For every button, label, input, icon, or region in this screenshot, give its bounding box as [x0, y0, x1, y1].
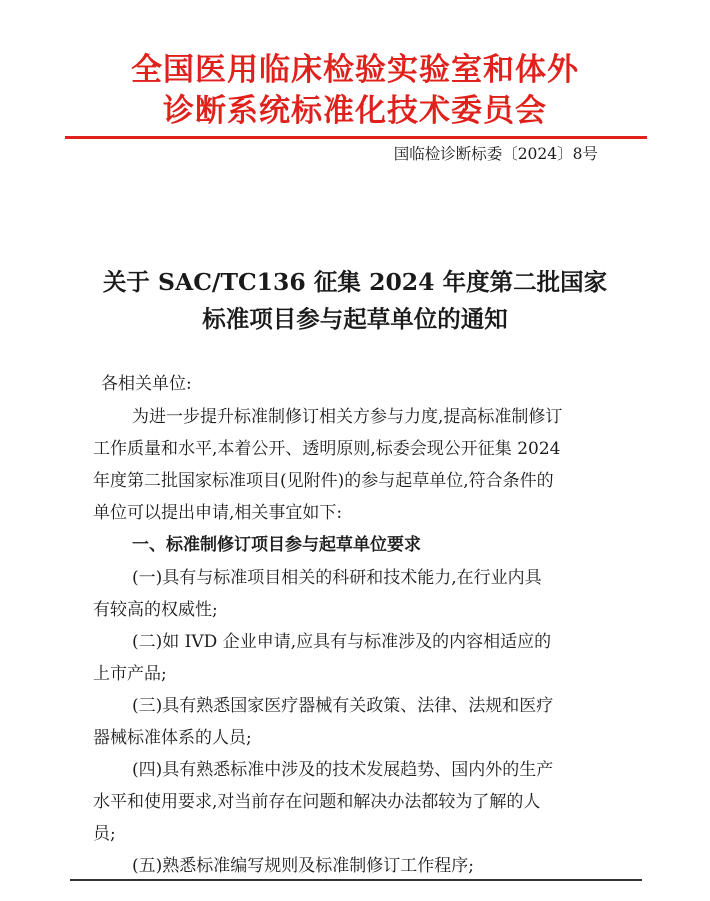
requirement-item-line: (三)具有熟悉国家医疗器械有关政策、法律、法规和医疗 — [132, 696, 554, 716]
requirement-item-line: (一)具有与标准项目相关的科研和技术能力,在行业内具 — [132, 568, 542, 588]
section-heading: 一、标准制修订项目参与起草单位要求 — [132, 535, 421, 555]
requirement-item-line: 器械标准体系的人员; — [93, 728, 252, 748]
bottom-rule — [70, 879, 642, 881]
requirement-item-line: (四)具有熟悉标准中涉及的技术发展趋势、国内外的生产 — [132, 760, 554, 780]
requirement-item-line: 员; — [93, 824, 116, 844]
notice-title-line2: 标准项目参与起草单位的通知 — [202, 305, 508, 333]
requirement-item-line: (二)如 IVD 企业申请,应具有与标准涉及的内容相适应的 — [132, 632, 552, 652]
document-number: 国临检诊断标委〔2024〕8号 — [393, 145, 598, 163]
org-name-line2: 诊断系统标准化技术委员会 — [163, 93, 547, 129]
requirement-item-line: 水平和使用要求,对当前存在问题和解决办法都较为了解的人 — [93, 792, 541, 812]
org-name-line1: 全国医用临床检验实验室和体外 — [131, 52, 579, 88]
requirement-item-line: 有较高的权威性; — [93, 600, 218, 620]
requirement-item-line: (五)熟悉标准编写规则及标准制修订工作程序; — [132, 856, 474, 876]
notice-title-line1: 关于 SAC/TC136 征集 2024 年度第二批国家 — [102, 268, 608, 296]
intro-line: 单位可以提出申请,相关事宜如下: — [93, 503, 343, 523]
header-red-rule — [65, 136, 647, 139]
intro-line: 工作质量和水平,本着公开、透明原则,标委会现公开征集 2024 — [93, 439, 561, 459]
requirement-item-line: 上市产品; — [93, 664, 167, 684]
intro-line: 为进一步提升标准制修订相关方参与力度,提高标准制修订 — [132, 407, 563, 427]
intro-line: 年度第二批国家标准项目(见附件)的参与起草单位,符合条件的 — [93, 471, 554, 491]
salutation: 各相关单位: — [101, 374, 192, 394]
